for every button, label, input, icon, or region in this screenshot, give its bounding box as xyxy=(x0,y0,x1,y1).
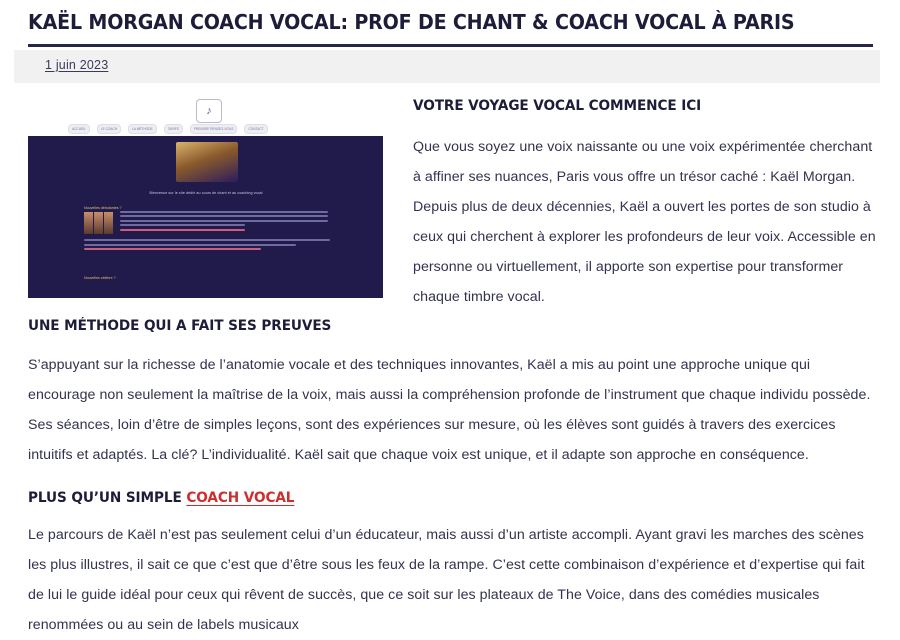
more-heading-prefix: PLUS QU’UN SIMPLE xyxy=(28,490,187,506)
thumbnail-site-body xyxy=(28,136,383,298)
thumbnail-nav-item: PRENDRE RENDEZ-VOUS xyxy=(190,124,238,134)
more-paragraph: Le parcours de Kaël n’est pas seulement celui d’un éducateur, mais aussi d’un artiste accompli. Ayant gravi les marches des scènes les plus illustres, il sait ce que c’est que d’être sous les feux de la rampe. C’est cette combinaison d’expérience et d’expertise qui fait de lui le guide idéal pour ceux qui rêvent de succès, que ce soit sur les plateaux de The Voice, dans des comédies musicales renommées ou au sein de labels musicaux xyxy=(28,527,865,633)
article-header xyxy=(28,0,880,46)
website-screenshot-thumbnail[interactable] xyxy=(28,96,383,298)
thumbnail-card2-title: Nouvelles célèbre ? xyxy=(84,276,116,280)
article-meta-bar xyxy=(14,50,880,83)
thumbnail-nav-item: CONTACT xyxy=(244,124,267,134)
intro-section xyxy=(28,96,876,312)
thumbnail-nav-item: LA MÉTHODE xyxy=(128,124,157,134)
title-divider xyxy=(28,44,873,47)
thumbnail-card-title: Nouvelles débutantes ? xyxy=(84,206,122,210)
thumbnail-card-photos xyxy=(84,212,114,234)
music-note-icon: ♪ xyxy=(196,99,222,123)
page-left-margin xyxy=(0,0,6,636)
intro-paragraph: Que vous soyez une voix naissante ou une voix expérimentée cherchant à affiner ses nuances, Paris vous offre un trésor caché : Kaël Morgan. Depuis plus de deux décennies, Kaël a ouvert les portes de son studio à ceux qui cherchent à explorer les profondeurs de leur voix. Accessible en personne ou virtuellement, il apporte son expertise pour transformer chaque timbre vocal. xyxy=(413,139,876,305)
intro-heading: VOTRE VOYAGE VOCAL COMMENCE ICI xyxy=(413,98,702,114)
method-section xyxy=(28,318,876,470)
coach-vocal-link[interactable]: COACH VOCAL xyxy=(186,490,295,506)
intro-text-column xyxy=(413,96,876,312)
thumbnail-hero-caption: Bienvenue sur le site dédié au cours de chant et au coaching vocal xyxy=(149,191,263,195)
page-title: KAËL MORGAN COACH VOCAL: PROF DE CHANT & COACH VOCAL À PARIS xyxy=(28,10,795,34)
thumbnail-site-header xyxy=(28,96,383,136)
method-heading: UNE MÉTHODE QUI A FAIT SES PREUVES xyxy=(28,318,332,334)
thumbnail-card-text xyxy=(120,211,328,233)
thumbnail-paragraph xyxy=(84,239,330,253)
more-section xyxy=(28,490,876,640)
article-date-link[interactable]: 1 juin 2023 xyxy=(45,58,109,72)
thumbnail-nav xyxy=(68,125,348,133)
more-heading xyxy=(28,490,825,506)
thumbnail-nav-item: ACCUEIL xyxy=(68,124,90,134)
thumbnail-hero-image xyxy=(176,142,238,182)
method-paragraph: S’appuyant sur la richesse de l’anatomie vocale et des techniques innovantes, Kaël a mis au point une approche unique qui encourage non seulement la maîtrise de la voix, mais aussi la compréhension profonde de l’instrument que chaque individu possède. Ses séances, loin d’être de simples leçons, sont des expériences sur mesure, où les élèves sont guidés à travers des exercices intuitifs et adaptés. La clé? L’individualité. Kaël sait que chaque voix est unique, et il adapte son approche en conséquence. xyxy=(28,357,871,463)
thumbnail-nav-item: TARIFS xyxy=(164,124,183,134)
thumbnail-nav-item: LE COACH xyxy=(97,124,121,134)
thumbnail-card xyxy=(84,206,330,212)
